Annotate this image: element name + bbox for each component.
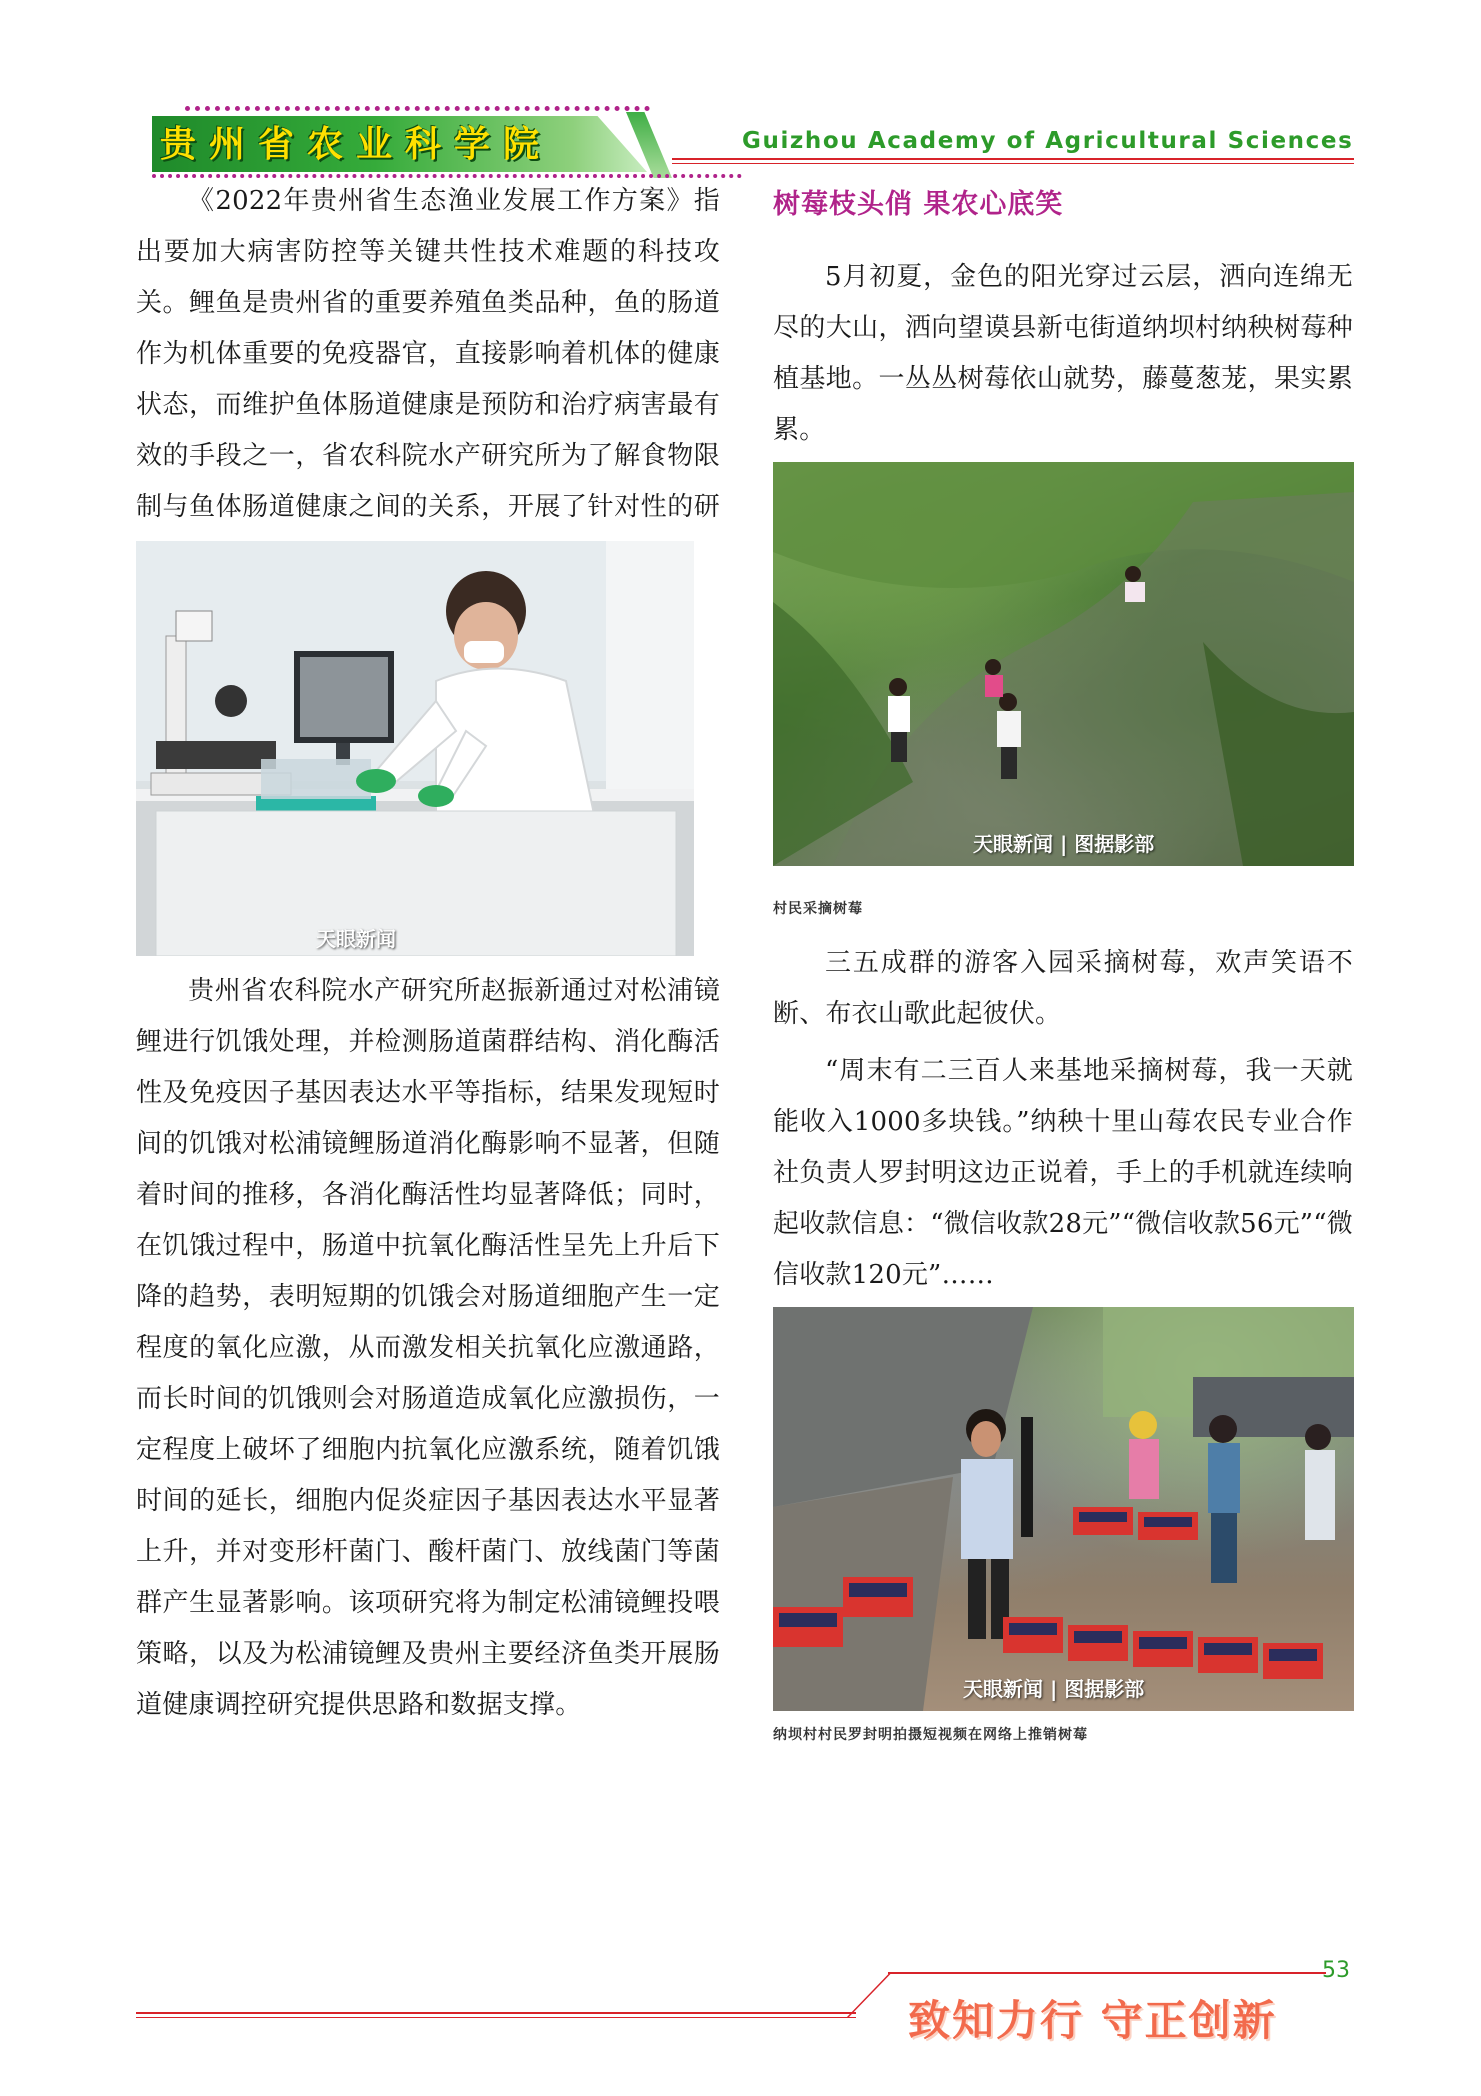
header-title-cn: 贵州省农业科学院 [160, 124, 553, 165]
hillside-photo-watermark: 天眼新闻 | 图据影部 [973, 832, 1155, 856]
section-title: 树莓枝头俏 果农心底笑 [773, 189, 1064, 220]
header-red-rule-thin [672, 163, 1354, 164]
right-paragraph-3: “周末有二三百人来基地采摘树莓，我一天就能收入1000多块钱。”纳秧十里山莓农民专业合作社负责人罗封明这边正说着，手上的手机就连续响起收款信息：“微信收款28元”“微信收款56元”“微信收款120元”…… [773, 1056, 1353, 1290]
left-column-lower [136, 966, 720, 1731]
left-column [136, 176, 720, 584]
left-paragraph-1: 《2022年贵州省生态渔业发展工作方案》指出要加大病害防控等关键共性技术难题的科技攻关。鲤鱼是贵州省的重要养殖鱼类品种，鱼的肠道作为机体重要的免疫器官，直接影响着机体的健康状态，而维护鱼体肠道健康是预防和治疗病害最有效的手段之一，省农科院水产研究所为了解食物限制与鱼体肠道健康之间的关系，开展了针对性的研 [136, 186, 720, 522]
market-photo-caption: 纳坝村村民罗封明拍摄短视频在网络上推销树莓 [773, 1727, 1088, 1743]
right-column-upper [773, 252, 1353, 456]
hillside-photo [773, 462, 1354, 866]
footer-motto: 致知力行 守正创新 [908, 1996, 1277, 2045]
header-red-rule [672, 158, 1354, 160]
footer-red-rule-thin [136, 2017, 856, 2018]
hillside-photo-caption: 村民采摘树莓 [773, 901, 863, 917]
lab-photo-illustration [136, 541, 694, 956]
lab-photo-watermark: 天眼新闻 [316, 927, 396, 951]
right-paragraph-1: 5月初夏，金色的阳光穿过云层，洒向连绵无尽的大山，洒向望谟县新屯街道纳坝村纳秧树莓种植基地。一丛丛树莓依山就势，藤蔓葱茏，果实累累。 [773, 262, 1353, 445]
market-photo-watermark: 天眼新闻 | 图据影部 [963, 1677, 1145, 1701]
market-photo-illustration [773, 1307, 1354, 1711]
left-paragraph-2: 贵州省农科院水产研究所赵振新通过对松浦镜鲤进行饥饿处理，并检测肠道菌群结构、消化酶活性及免疫因子基因表达水平等指标，结果发现短时间的饥饿对松浦镜鲤肠道消化酶影响不显著，但随着时间的推移，各消化酶活性均显著降低；同时，在饥饿过程中，肠道中抗氧化酶活性呈先上升后下降的趋势，表明短期的饥饿会对肠道细胞产生一定程度的氧化应激，从而激发相关抗氧化应激通路，而长时间的饥饿则会对肠道造成氧化应激损伤，一定程度上破坏了细胞内抗氧化应激系统，随着饥饿时间的延长，细胞内促炎症因子基因表达水平显著上升，并对变形杆菌门、酸杆菌门、放线菌门等菌群产生显著影响。该项研究将为制定松浦镜鲤投喂策略，以及为松浦镜鲤及贵州主要经济鱼类开展肠道健康调控研究提供思路和数据支撑。 [136, 976, 720, 1720]
hillside-photo-illustration [773, 462, 1354, 866]
lab-photo [136, 541, 694, 956]
footer-top-rule [888, 1972, 1326, 1974]
right-paragraph-2: 三五成群的游客入园采摘树莓，欢声笑语不断、布衣山歌此起彼伏。 [773, 948, 1353, 1029]
header-dotted-rule-top [185, 106, 650, 111]
right-column-lower [773, 938, 1353, 1301]
header-title-en: Guizhou Academy of Agricultural Sciences [742, 128, 1354, 154]
market-photo [773, 1307, 1354, 1711]
page-number: 53 [1322, 1958, 1350, 1983]
footer-red-rule [136, 2012, 856, 2014]
